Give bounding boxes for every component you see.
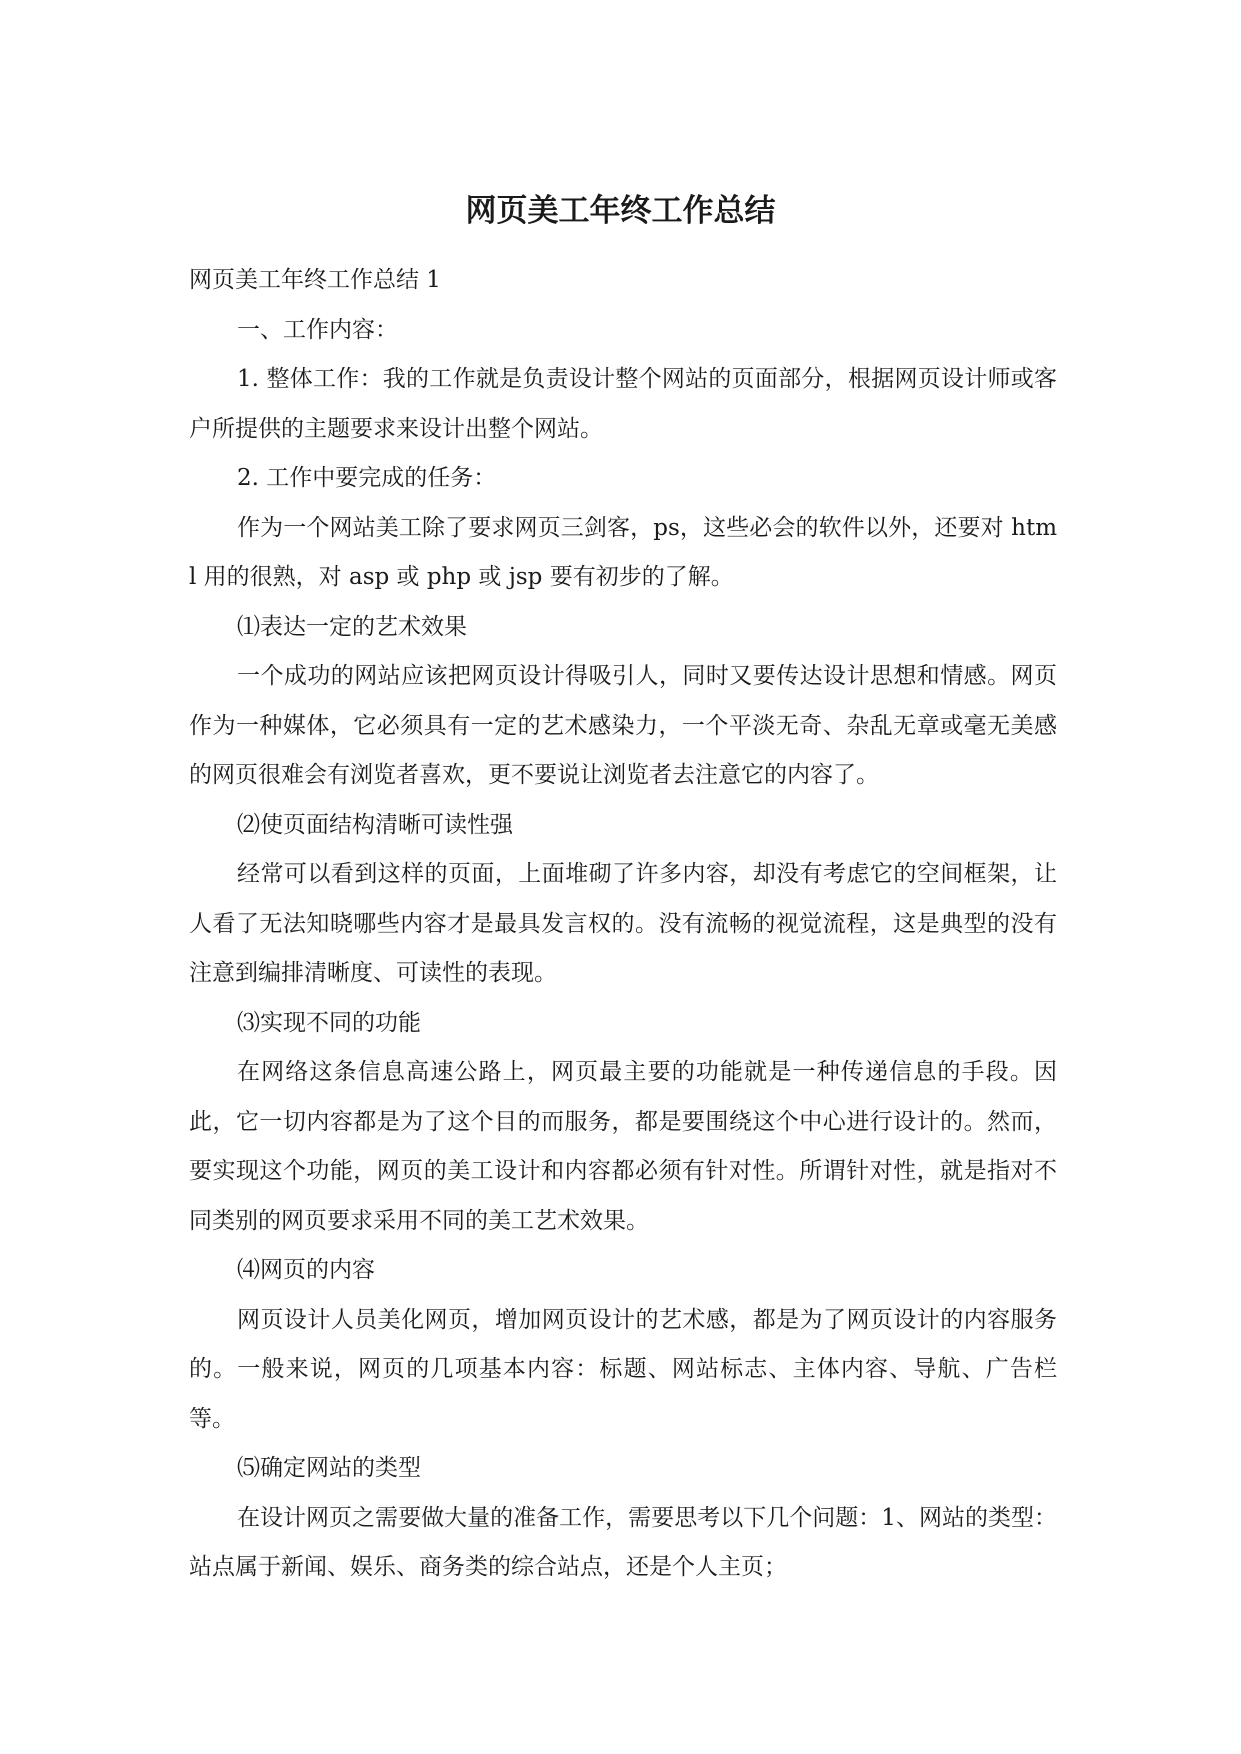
body-paragraph: 网页设计人员美化网页，增加网页设计的艺术感，都是为了网页设计的内容服务的。一般来说，网页的几项基本内容：标题、网站标志、主体内容、导航、广告栏等。 <box>189 1306 1057 1432</box>
body-paragraph: 网页美工年终工作总结 1 <box>189 267 441 293</box>
body-paragraph: 经常可以看到这样的页面，上面堆砌了许多内容，却没有考虑它的空间框架，让人看了无法知晓哪些内容才是最具发言权的。没有流畅的视觉流程，这是典型的没有注意到编排清晰度、可读性的表现。 <box>189 861 1057 986</box>
body-paragraph: 在网络这条信息高速公路上，网页最主要的功能就是一种传递信息的手段。因此，它一切内容都是为了这个目的而服务，都是要围绕这个中心进行设计的。然而，要实现这个功能，网页的美工设计和内容都必须有针对性。所谓针对性，就是指对不同类别的网页要求采用不同的美工艺术效果。 <box>189 1059 1057 1234</box>
body-paragraph: ⑴表达一定的艺术效果 <box>237 613 467 640</box>
document-body <box>189 256 1057 1593</box>
body-paragraph: ⑷网页的内容 <box>237 1257 375 1283</box>
body-paragraph: ⑶实现不同的功能 <box>237 1009 421 1036</box>
body-paragraph: 作为一个网站美工除了要求网页三剑客，ps，这些必会的软件以外，还要对 html 用的很熟，对 asp 或 php 或 jsp 要有初步的了解。 <box>189 514 1057 590</box>
body-paragraph: ⑵使页面结构清晰可读性强 <box>237 811 513 838</box>
body-paragraph: ⑸确定网站的类型 <box>237 1455 421 1481</box>
body-paragraph: 一个成功的网站应该把网页设计得吸引人，同时又要传达设计思想和情感。网页作为一种媒体，它必须具有一定的艺术感染力，一个平淡无奇、杂乱无章或毫无美感的网页很难会有浏览者喜欢，更不要说让浏览者去注意它的内容了。 <box>189 663 1057 788</box>
body-paragraph: 在设计网页之需要做大量的准备工作，需要思考以下几个问题：1、网站的类型：站点属于新闻、娱乐、商务类的综合站点，还是个人主页； <box>189 1504 1057 1580</box>
body-paragraph: 一、工作内容： <box>237 316 398 343</box>
body-paragraph: 2. 工作中要完成的任务： <box>237 465 497 491</box>
document-title: 网页美工年终工作总结 <box>465 193 776 229</box>
body-paragraph: 1. 整体工作：我的工作就是负责设计整个网站的页面部分，根据网页设计师或客户所提供的主题要求来设计出整个网站。 <box>189 366 1057 442</box>
